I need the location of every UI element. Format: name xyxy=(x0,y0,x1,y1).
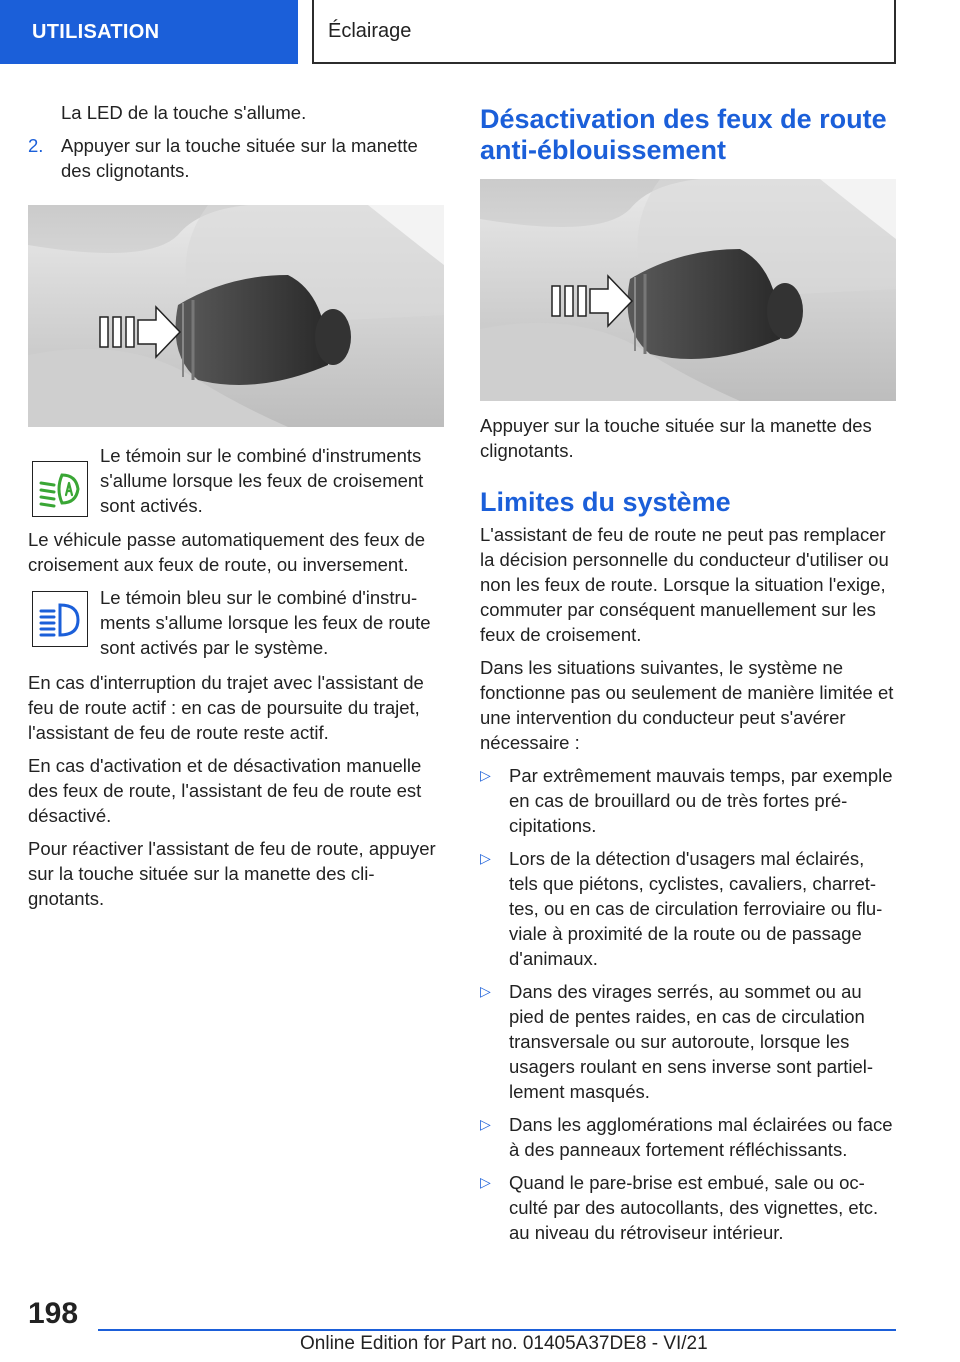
list-item-text: Par extrêmement mauvais temps, par exemple en cas de brouillard ou de très fortes précipitations. xyxy=(509,765,893,836)
list-item xyxy=(480,846,896,971)
chapter-title: Éclairage xyxy=(312,0,896,64)
edition-footer: Online Edition for Part no. 01405A37DE8 - VI/21 xyxy=(300,1333,708,1354)
limits-paragraph-2: Dans les situations suivantes, le système ne fonctionne pas ou seulement de manière limitée et une intervention du conducteur peut s'avérer nécessaire : xyxy=(480,657,894,753)
stalk-illustration xyxy=(28,205,444,427)
left-column xyxy=(28,100,444,911)
list-item xyxy=(480,763,896,838)
step-2 xyxy=(28,133,444,183)
stalk-illustration-2 xyxy=(480,179,896,401)
manual-paragraph: En cas d'activation et de désactivation manuelle des feux de route, l'assistant de feu de route est désactivé. xyxy=(28,755,422,826)
auto-switch-paragraph: Le véhicule passe automatiquement des feux de croisement aux feux de route, ou inversement. xyxy=(28,529,425,575)
list-item-text: Quand le pare-brise est embué, sale ou occulté par des autocollants, des vignettes, etc. au niveau du rétroviseur intérieur. xyxy=(509,1172,879,1243)
list-item xyxy=(480,979,896,1104)
triangle-bullet-icon: ▷ xyxy=(480,983,491,999)
high-beam-indicator-text: Le témoin bleu sur le combiné d'instruments s'allume lorsque les feux de route sont activés par le système. xyxy=(100,587,431,658)
step-number: 2. xyxy=(28,135,44,156)
triangle-bullet-icon: ▷ xyxy=(480,767,491,783)
low-beam-indicator-text: Le témoin sur le combiné d'instruments s'allume lorsque les feux de croisement sont activés. xyxy=(100,445,424,516)
limits-heading: Limites du système xyxy=(480,487,731,517)
reactivate-paragraph: Pour réactiver l'assistant de feu de route, appuyer sur la touche située sur la manette des clignotants. xyxy=(28,838,436,909)
stalk-button-image xyxy=(28,205,444,427)
triangle-bullet-icon: ▷ xyxy=(480,1174,491,1190)
low-beam-indicator-row xyxy=(28,443,444,518)
list-item-text: Lors de la détection d'usagers mal éclairés, tels que piétons, cyclistes, cavaliers, charrettes, ou en cas de circulation ferroviaire ou fluviale à proximité de la route ou de passage d'animaux. xyxy=(509,848,883,969)
limits-paragraph-1: L'assistant de feu de route ne peut pas remplacer la décision personnelle du conducteur d'utiliser ou non les feux de route. Lorsque la situation l'exige, commuter par conséquent manuellement sur les feux de croisement. xyxy=(480,524,889,645)
right-column xyxy=(480,104,896,1245)
list-item xyxy=(480,1170,896,1245)
list-item xyxy=(480,1112,896,1162)
low-beam-indicator-icon xyxy=(32,461,88,517)
page-number: 198 xyxy=(28,1297,79,1330)
stalk-button-image-2 xyxy=(480,179,896,401)
press-paragraph: Appuyer sur la touche située sur la manette des clignotants. xyxy=(480,415,872,461)
led-paragraph: La LED de la touche s'allume. xyxy=(61,102,307,123)
limits-bullet-list xyxy=(480,763,896,1245)
step-text: Appuyer sur la touche située sur la manette des clignotants. xyxy=(61,135,418,181)
footer-divider xyxy=(98,1329,896,1331)
list-item-text: Dans les agglomérations mal éclairées ou face à des panneaux fortement réfléchissants. xyxy=(509,1114,893,1160)
deactivate-heading: Désactivation des feux de route anti-éblouissement xyxy=(480,104,887,165)
triangle-bullet-icon: ▷ xyxy=(480,850,491,866)
section-tab: UTILISATION xyxy=(0,0,298,64)
interrupt-paragraph: En cas d'interruption du trajet avec l'assistant de feu de route actif : en cas de poursuite du trajet, l'assistant de feu de route reste actif. xyxy=(28,672,424,743)
high-beam-assistant-indicator-icon xyxy=(32,591,88,647)
list-item-text: Dans des virages serrés, au sommet ou au pied de pentes raides, en cas de circulation transversale ou sur autoroute, lorsque les usagers roulant en sens inverse sont partiellement masqués. xyxy=(509,981,874,1102)
triangle-bullet-icon: ▷ xyxy=(480,1116,491,1132)
high-beam-indicator-row xyxy=(28,585,444,660)
